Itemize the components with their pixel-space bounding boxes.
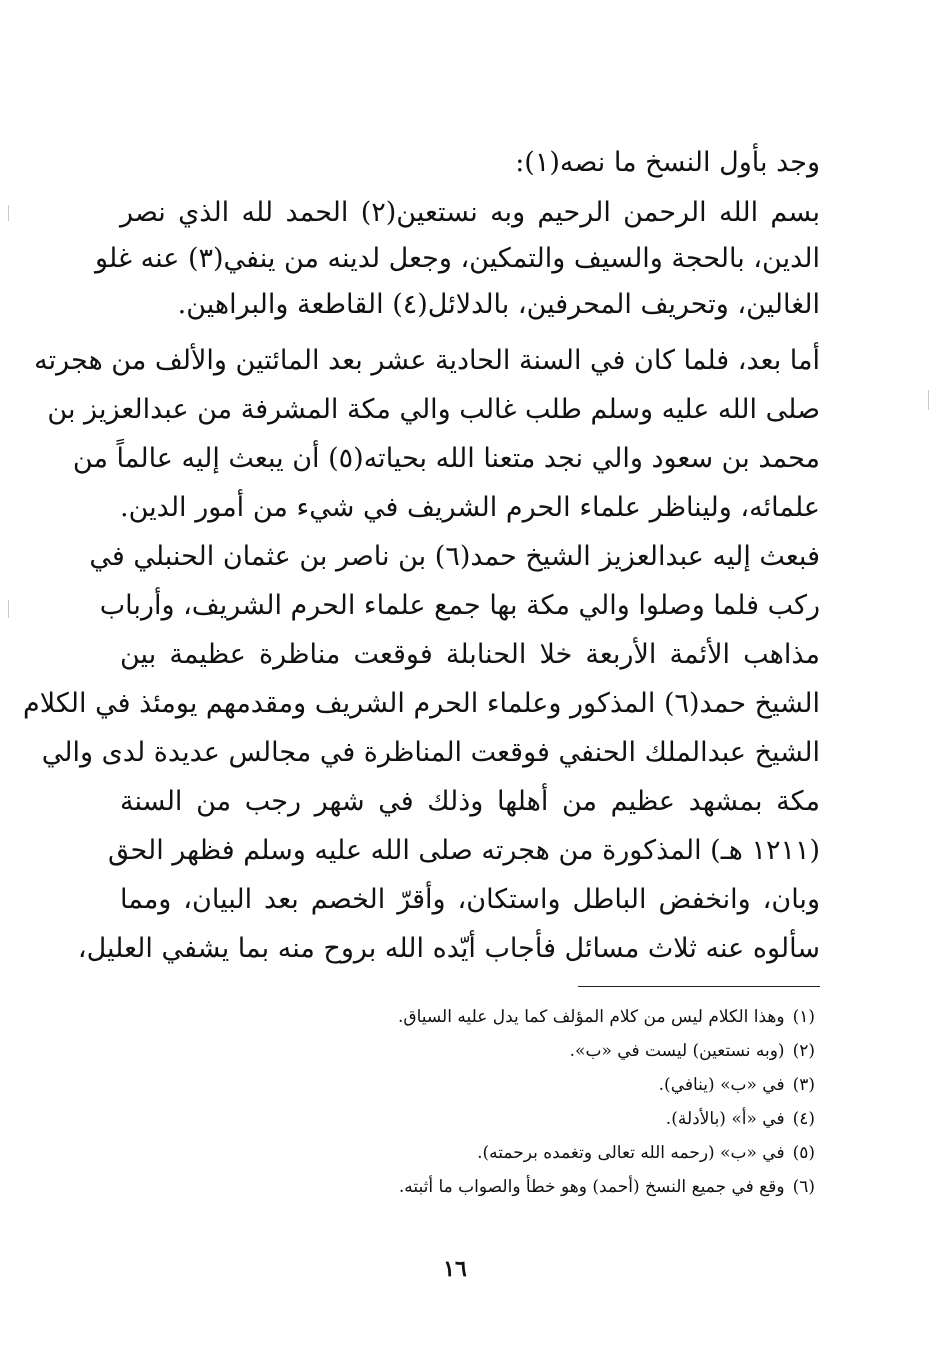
page-number: ١٦ bbox=[443, 1256, 467, 1282]
footnote-number: (١) bbox=[792, 1007, 815, 1027]
footnote-item bbox=[200, 1000, 815, 1034]
paragraph-line: مذاهب الأئمة الأربعة خلا الحنابلة فوقعت مناظرة عظيمة بين bbox=[120, 639, 820, 670]
paragraph-line: صلى الله عليه وسلم طلب غالب والي مكة المشرفة من عبدالعزيز بن bbox=[47, 394, 820, 425]
paragraph-line: بسم الله الرحمن الرحيم وبه نستعين(٢) الحمد لله الذي نصر bbox=[120, 197, 820, 228]
footnote-number: (٤) bbox=[792, 1109, 815, 1129]
footnote-item bbox=[200, 1034, 815, 1068]
paragraph-line: علمائه، وليناظر علماء الحرم الشريف في شيء من أمور الدين. bbox=[120, 492, 820, 523]
paragraph-line: مكة بمشهد عظيم من أهلها وذلك في شهر رجب من السنة bbox=[120, 786, 820, 817]
footnote-item bbox=[200, 1136, 815, 1170]
paragraph-line: أما بعد، فلما كان في السنة الحادية عشر بعد المائتين والألف من هجرته bbox=[34, 345, 820, 376]
left-margin-mark bbox=[8, 600, 9, 618]
footnotes bbox=[200, 1000, 815, 1204]
footnote-text: في «ب» (رحمه الله تعالى وتغمده برحمته). bbox=[477, 1143, 785, 1163]
footnote-item bbox=[200, 1102, 815, 1136]
paragraph-line: فبعث إليه عبدالعزيز الشيخ حمد(٦) بن ناصر بن عثمان الحنبلي في bbox=[89, 541, 820, 572]
intro-line-block bbox=[120, 140, 820, 186]
left-margin-mark bbox=[8, 205, 9, 221]
footnote-item bbox=[200, 1170, 815, 1204]
paragraph-line: وبان، وانخفض الباطل واستكان، وأقرّ الخصم بعد البيان، ومما bbox=[120, 884, 820, 915]
footnote-item bbox=[200, 1068, 815, 1102]
footnote-text: في «ب» (ينافي). bbox=[658, 1075, 785, 1095]
paragraph-line: (١٢١١ هـ) المذكورة من هجرته صلى الله عليه وسلم فظهر الحق bbox=[108, 835, 820, 866]
footnote-number: (٦) bbox=[792, 1177, 815, 1197]
footnote-text: وهذا الكلام ليس من كلام المؤلف كما يدل عليه السياق. bbox=[397, 1007, 785, 1027]
paragraph-line: سألوه عنه ثلاث مسائل فأجاب أيّده الله بروح منه بما يشفي العليل، bbox=[77, 933, 820, 964]
opening-paragraph bbox=[95, 190, 820, 328]
right-margin-mark bbox=[928, 390, 929, 410]
footnote-text: في «أ» (بالأدلة). bbox=[665, 1109, 785, 1129]
main-paragraph bbox=[23, 336, 820, 973]
paragraph-line: الشيخ حمد(٦) المذكور وعلماء الحرم الشريف ومقدمهم يومئذ في الكلام bbox=[23, 688, 820, 719]
paragraph-line: محمد بن سعود والي نجد متعنا الله بحياته(٥) أن يبعث إليه عالماً من bbox=[72, 443, 820, 474]
footnote-number: (٣) bbox=[792, 1075, 815, 1095]
paragraph-line: الغالين، وتحريف المحرفين، بالدلائل(٤) القاطعة والبراهين. bbox=[177, 289, 820, 320]
paragraph-line: ركب فلما وصلوا والي مكة بها جمع علماء الحرم الشريف، وأرباب bbox=[99, 590, 820, 621]
footnote-number: (٥) bbox=[792, 1143, 815, 1163]
paragraph-line: الدين، بالحجة والسيف والتمكين، وجعل لدينه من ينفي(٣) عنه غلو bbox=[95, 243, 820, 274]
paragraph-line: الشيخ عبدالملك الحنفي فوقعت المناظرة في مجالس عديدة لدى والي bbox=[41, 737, 820, 768]
footnote-number: (٢) bbox=[792, 1041, 815, 1061]
footnote-text: (وبه نستعين) ليست في «ب». bbox=[569, 1041, 785, 1061]
intro-line: وجد بأول النسخ ما نصه(١): bbox=[515, 147, 820, 178]
footnote-text: وقع في جميع النسخ (أحمد) وهو خطأ والصواب ما أثبته. bbox=[398, 1177, 785, 1197]
footnote-separator bbox=[578, 986, 820, 987]
